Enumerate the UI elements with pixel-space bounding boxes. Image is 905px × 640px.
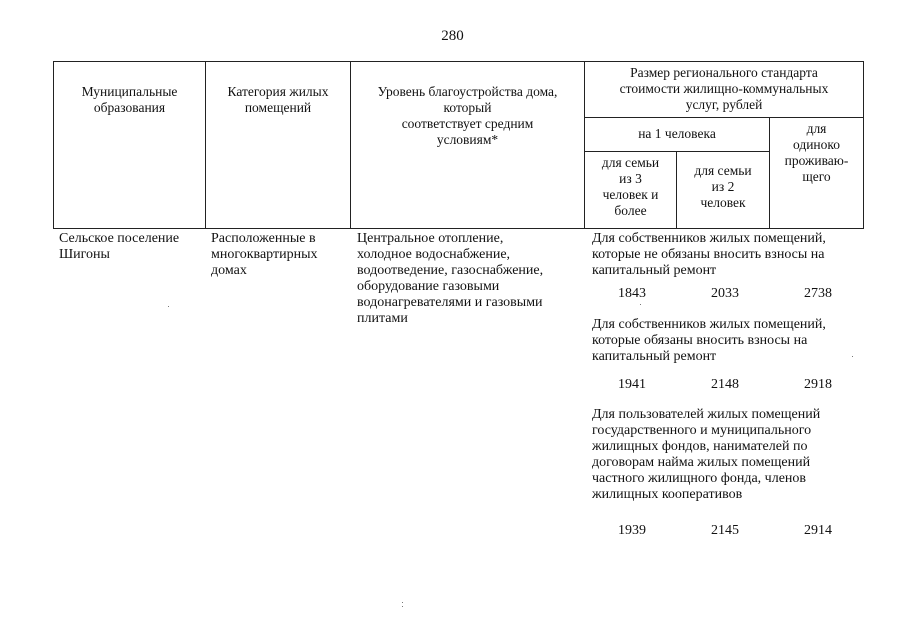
value-family3: 1939 — [618, 523, 646, 538]
value-single: 2918 — [804, 377, 832, 392]
header-per-person-label: на 1 человека — [638, 126, 716, 141]
value-single: 2914 — [804, 523, 832, 538]
header-standard — [585, 62, 864, 118]
header-category — [206, 62, 351, 229]
row-level: Центральное отопление, холодное водоснабжение, водоотведение, газоснабжение, оборудование газовыми водонагревателями и газовыми плитами — [357, 231, 544, 326]
value-family3: 1941 — [618, 377, 646, 392]
group-label-obliged: Для собственников жилых помещений, которые обязаны вносить взносы на капитальный ремонт — [592, 317, 826, 364]
table-header — [53, 61, 864, 229]
row-category: Расположенные в многоквартирных домах — [211, 231, 318, 278]
page-number: 280 — [441, 28, 464, 44]
header-category-label: Категория жилых помещений — [227, 84, 329, 115]
value-family2: 2148 — [711, 377, 739, 392]
header-family3 — [585, 152, 677, 229]
header-standard-label: Размер регионального стандарта стоимости жилищно-коммунальных услуг, рублей — [619, 65, 829, 112]
group-label-not-obliged: Для собственников жилых помещений, которые не обязаны вносить взносы на капитальный ремонт — [592, 231, 826, 278]
header-single-label: для одиноко проживаю- щего — [784, 121, 849, 184]
header-level-label: Уровень благоустройства дома, который соответствует средним условиям* — [377, 84, 558, 147]
header-single — [770, 118, 864, 229]
header-level — [351, 62, 585, 229]
header-municipal — [54, 62, 206, 229]
value-family2: 2145 — [711, 523, 739, 538]
group-label-tenants: Для пользователей жилых помещений государственного и муниципального жилищных фондов, нанимателей по договорам найма жилых помещений частного жилищного фонда, членов жилищных кооперативов — [592, 407, 821, 502]
header-per-person — [585, 118, 770, 152]
scan-speck — [640, 304, 641, 305]
scan-speck — [402, 606, 403, 607]
row-municipality: Сельское поселение Шигоны — [59, 231, 180, 262]
header-family2-label: для семьи из 2 человек — [694, 163, 752, 210]
scan-speck — [852, 356, 853, 357]
value-single: 2738 — [804, 286, 832, 301]
header-family3-label: для семьи из 3 человек и более — [601, 155, 660, 218]
scan-speck — [168, 306, 169, 307]
value-family3: 1843 — [618, 286, 646, 301]
value-family2: 2033 — [711, 286, 739, 301]
header-family2 — [677, 152, 770, 229]
scan-speck — [402, 602, 403, 603]
header-municipal-label: Муниципальные образования — [81, 84, 178, 115]
